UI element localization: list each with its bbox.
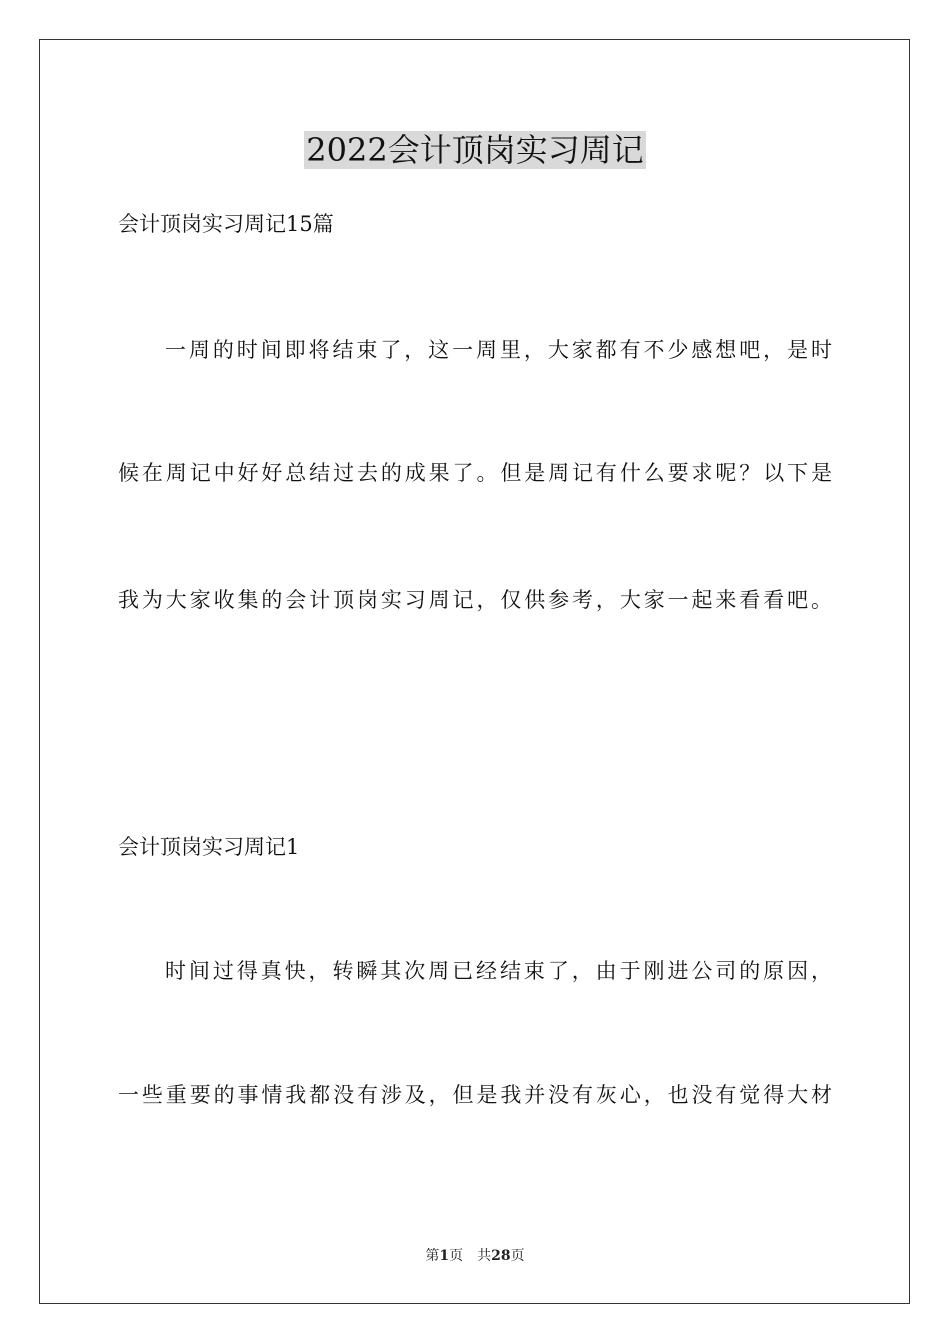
intro-line-1: 一周的时间即将结束了，这一周里，大家都有不少感想吧，是时	[165, 338, 832, 362]
document-title	[0, 128, 950, 172]
document-subtitle: 会计顶岗实习周记15篇	[118, 212, 334, 236]
footer-page-number: 1	[439, 1248, 450, 1264]
footer-page-prefix: 第	[425, 1248, 440, 1264]
section-line-1: 时间过得真快，转瞬其次周已经结束了，由于刚进公司的原因，	[165, 959, 832, 983]
section-line-2: 一些重要的事情我都没有涉及，但是我并没有灰心，也没有觉得大材	[118, 1083, 832, 1107]
section-heading: 会计顶岗实习周记1	[118, 835, 300, 859]
intro-line-3: 我为大家收集的会计顶岗实习周记，仅供参考，大家一起来看看吧。	[118, 588, 832, 612]
footer-total-pages: 28	[491, 1248, 511, 1264]
footer-total-prefix: 共	[477, 1248, 492, 1264]
page-footer	[0, 1246, 950, 1266]
footer-page-suffix: 页	[449, 1248, 464, 1264]
footer-total-suffix: 页	[510, 1248, 525, 1264]
intro-line-2: 候在周记中好好总结过去的成果了。但是周记有什么要求呢？以下是	[118, 461, 832, 485]
document-title-text: 2022会计顶岗实习周记	[306, 131, 644, 169]
